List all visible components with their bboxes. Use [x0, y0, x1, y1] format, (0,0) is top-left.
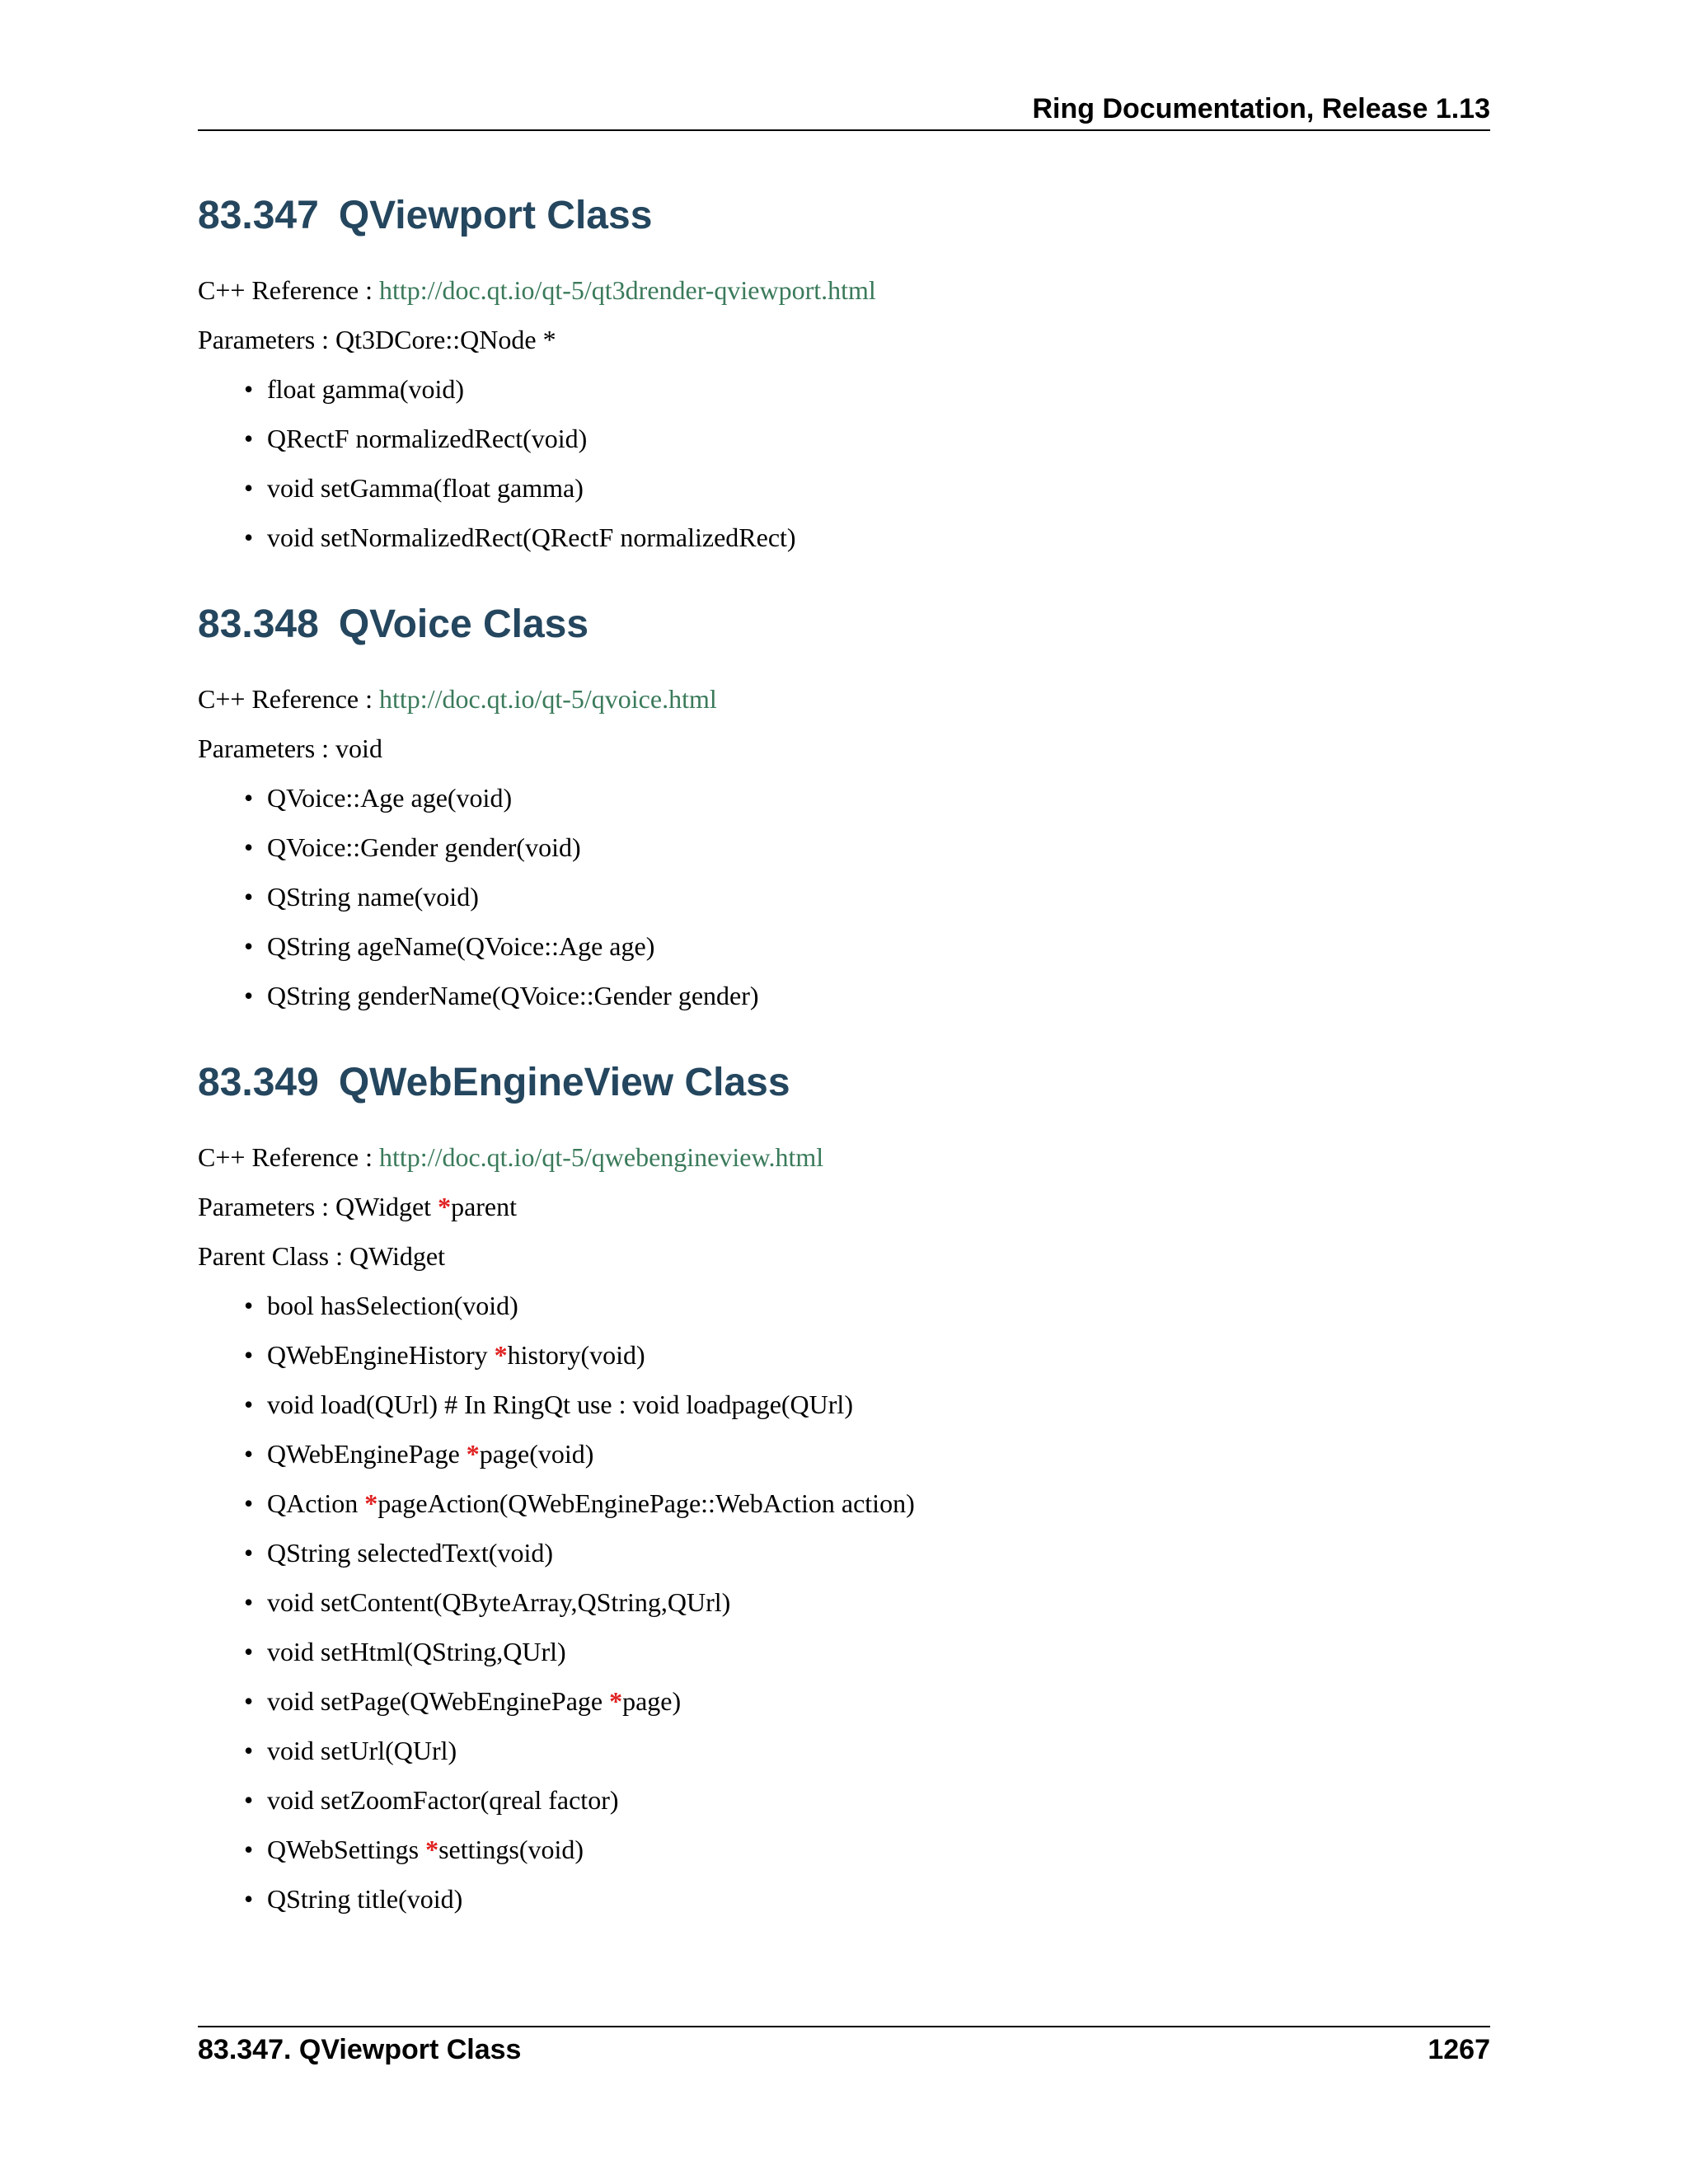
parent-class: Parent Class : QWidget	[198, 1241, 445, 1271]
method-text-post: page)	[622, 1686, 682, 1716]
parameters-text: Parameters : Qt3DCore::QNode *	[198, 325, 556, 354]
method-text: void setZoomFactor(qreal factor)	[267, 1785, 619, 1815]
bullet-icon: •	[244, 1587, 254, 1617]
list-item	[244, 781, 1490, 814]
method-text: void setPage(QWebEnginePage	[267, 1686, 610, 1716]
list-item	[244, 1734, 1490, 1767]
list-item	[244, 930, 1490, 963]
parameters-text: Parameters : QWidget	[198, 1192, 438, 1221]
method-text: QVoice::Age age(void)	[267, 783, 513, 813]
method-text: QString ageName(QVoice::Age age)	[267, 931, 655, 961]
parameters-text-post: parent	[451, 1192, 518, 1221]
cpp-reference-label: C++ Reference :	[198, 684, 379, 714]
list-item	[244, 521, 1490, 554]
cpp-reference-label: C++ Reference :	[198, 275, 379, 305]
list-item	[244, 1388, 1490, 1421]
list-item	[244, 1783, 1490, 1816]
bullet-icon: •	[244, 374, 254, 404]
section-number: 83.349	[198, 1061, 319, 1104]
list-item	[244, 471, 1490, 504]
method-text: void setNormalizedRect(QRectF normalizedRect)	[267, 523, 796, 552]
section-title: QWebEngineView Class	[338, 1061, 790, 1104]
bullet-icon: •	[244, 981, 254, 1010]
method-list	[198, 373, 1490, 554]
method-text: void setHtml(QString,QUrl)	[267, 1637, 566, 1666]
footer-section-title: 83.347. QViewport Class	[198, 2034, 522, 2065]
list-item	[244, 1882, 1490, 1915]
bullet-icon: •	[244, 1488, 254, 1518]
pointer-star: *	[494, 1340, 508, 1370]
method-text-post: page(void)	[479, 1439, 594, 1469]
method-text: QVoice::Gender gender(void)	[267, 832, 581, 862]
parameters	[198, 1190, 1490, 1223]
bullet-icon: •	[244, 1538, 254, 1568]
method-text: void setUrl(QUrl)	[267, 1736, 457, 1765]
list-item	[244, 880, 1490, 913]
list-item	[244, 979, 1490, 1012]
list-item	[244, 1487, 1490, 1520]
method-list	[198, 781, 1490, 1012]
bullet-icon: •	[244, 882, 254, 912]
method-text: QWebEngineHistory	[267, 1340, 495, 1370]
list-item	[244, 1289, 1490, 1322]
section-qvoice	[198, 600, 1490, 1012]
section-title: QVoice Class	[338, 602, 589, 646]
bullet-icon: •	[244, 1884, 254, 1914]
list-item	[244, 1635, 1490, 1668]
method-text-post: pageAction(QWebEnginePage::WebAction action)	[377, 1488, 915, 1518]
method-text: QString name(void)	[267, 882, 479, 912]
bullet-icon: •	[244, 1291, 254, 1320]
method-text: void setContent(QByteArray,QString,QUrl)	[267, 1587, 731, 1617]
list-item	[244, 1338, 1490, 1371]
method-text: QAction	[267, 1488, 365, 1518]
list-item	[244, 373, 1490, 405]
cpp-reference	[198, 1141, 1490, 1174]
section-number: 83.347	[198, 194, 319, 237]
section-heading	[198, 191, 1490, 241]
parameters	[198, 323, 1490, 356]
bullet-icon: •	[244, 1439, 254, 1469]
cpp-reference-label: C++ Reference :	[198, 1142, 379, 1172]
page-number: 1267	[1428, 2034, 1490, 2065]
bullet-icon: •	[244, 832, 254, 862]
pointer-star: *	[364, 1488, 378, 1518]
running-header: Ring Documentation, Release 1.13	[1032, 93, 1490, 124]
section-heading	[198, 1058, 1490, 1108]
method-text: void load(QUrl) # In RingQt use : void loadpage(QUrl)	[267, 1390, 853, 1419]
method-text-post: settings(void)	[438, 1835, 584, 1864]
pointer-star: *	[438, 1192, 452, 1221]
bullet-icon: •	[244, 1390, 254, 1419]
parameters	[198, 732, 1490, 765]
page-content	[198, 191, 1490, 1932]
section-title: QViewport Class	[338, 194, 653, 237]
bullet-icon: •	[244, 1736, 254, 1765]
parameters-text: Parameters : void	[198, 733, 382, 763]
list-item	[244, 1437, 1490, 1470]
bullet-icon: •	[244, 473, 254, 503]
method-text: QString selectedText(void)	[267, 1538, 553, 1568]
method-text: QWebSettings	[267, 1835, 426, 1864]
list-item	[244, 1685, 1490, 1718]
method-text: QRectF normalizedRect(void)	[267, 424, 588, 453]
method-text: void setGamma(float gamma)	[267, 473, 584, 503]
bullet-icon: •	[244, 1340, 254, 1370]
bullet-icon: •	[244, 1686, 254, 1716]
list-item	[244, 831, 1490, 864]
method-text: float gamma(void)	[267, 374, 465, 404]
list-item	[244, 1536, 1490, 1569]
bullet-icon: •	[244, 931, 254, 961]
method-list	[198, 1289, 1490, 1915]
method-text: bool hasSelection(void)	[267, 1291, 518, 1320]
method-text: QString genderName(QVoice::Gender gender)	[267, 981, 759, 1010]
bullet-icon: •	[244, 1785, 254, 1815]
bullet-icon: •	[244, 1835, 254, 1864]
bullet-icon: •	[244, 424, 254, 453]
cpp-reference	[198, 274, 1490, 307]
footer-rule	[198, 2026, 1490, 2027]
method-text: QString title(void)	[267, 1884, 463, 1914]
section-qwebengineview	[198, 1058, 1490, 1915]
section-heading	[198, 600, 1490, 649]
bullet-icon: •	[244, 783, 254, 813]
bullet-icon: •	[244, 1637, 254, 1666]
cpp-reference-link[interactable]: http://doc.qt.io/qt-5/qvoice.html	[379, 684, 717, 714]
document-page	[198, 0, 1490, 2184]
section-qviewport	[198, 191, 1490, 554]
cpp-reference	[198, 682, 1490, 715]
list-item	[244, 1833, 1490, 1866]
header-rule	[198, 129, 1490, 131]
method-text: QWebEnginePage	[267, 1439, 467, 1469]
pointer-star: *	[466, 1439, 480, 1469]
pointer-star: *	[425, 1835, 439, 1864]
cpp-reference-link[interactable]: http://doc.qt.io/qt-5/qt3drender-qviewport.html	[379, 275, 876, 305]
method-text-post: history(void)	[507, 1340, 645, 1370]
section-number: 83.348	[198, 602, 319, 646]
list-item	[244, 422, 1490, 455]
cpp-reference-link[interactable]: http://doc.qt.io/qt-5/qwebengineview.html	[379, 1142, 824, 1172]
bullet-icon: •	[244, 523, 254, 552]
list-item	[244, 1586, 1490, 1619]
pointer-star: *	[609, 1686, 623, 1716]
